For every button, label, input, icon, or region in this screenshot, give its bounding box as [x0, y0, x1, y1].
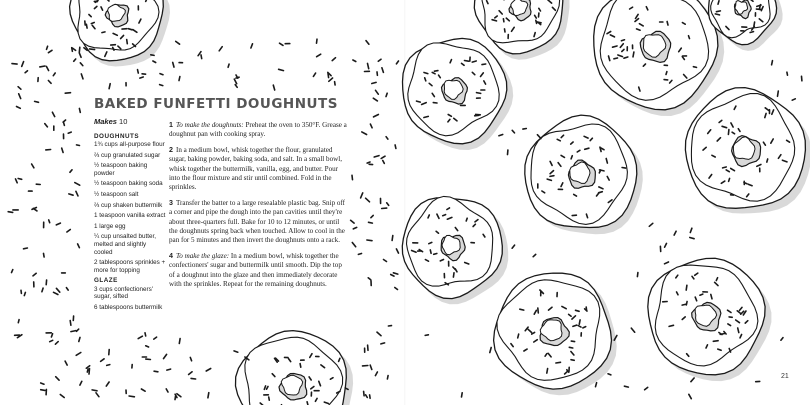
sprinkle: [17, 107, 21, 109]
sprinkle: [387, 376, 388, 380]
sprinkle: [62, 148, 63, 152]
sprinkle: [373, 98, 377, 101]
sprinkle: [693, 67, 696, 68]
step-number: 2: [169, 145, 173, 154]
sprinkle: [376, 90, 379, 94]
sprinkle: [490, 348, 491, 353]
sprinkle: [54, 292, 58, 294]
sprinkle: [754, 22, 755, 26]
step-text: In a medium bowl, whisk together the confectioners' sugar and buttermilk until smooth. Dip the top of a doughnut into the glaze and then immediately decorate with the sprinkles. Repeat for the remaining doughnuts.: [169, 251, 342, 289]
doughnut-drawing: [525, 115, 643, 234]
sprinkle: [154, 337, 157, 339]
sprinkle: [387, 203, 389, 206]
ingredient-item: ½ teaspoon salt: [94, 191, 139, 199]
sprinkle: [128, 29, 132, 30]
sprinkle: [89, 369, 90, 375]
sprinkle: [18, 87, 21, 90]
ingredient-item: ½ teaspoon baking soda: [94, 180, 163, 188]
sprinkle: [176, 41, 180, 44]
sprinkle: [417, 101, 421, 102]
sprinkle: [518, 334, 519, 338]
sprinkle: [317, 54, 321, 57]
sprinkle: [234, 79, 236, 84]
sprinkle: [718, 349, 721, 350]
sprinkle: [65, 93, 70, 94]
sprinkle: [40, 66, 45, 67]
sprinkle: [368, 63, 369, 68]
sprinkle: [77, 329, 79, 331]
sprinkle: [369, 222, 373, 223]
sprinkle: [361, 193, 363, 198]
sprinkle: [665, 262, 669, 264]
recipe-title: BAKED FUNFETTI DOUGHNUTS: [94, 96, 338, 112]
method-step: [169, 252, 349, 290]
sprinkle: [537, 135, 541, 139]
sprinkle: [571, 341, 574, 342]
sprinkle: [571, 156, 572, 159]
sprinkle: [70, 321, 71, 326]
sprinkle: [547, 369, 548, 374]
sprinkle: [453, 273, 454, 277]
sprinkle: [690, 228, 692, 232]
sprinkle: [691, 378, 694, 382]
sprinkle: [127, 40, 128, 44]
sprinkle: [381, 343, 385, 344]
sprinkle: [76, 353, 81, 356]
ingredient-list: [94, 133, 166, 314]
sprinkle: [523, 129, 526, 130]
sprinkle: [600, 170, 605, 171]
sprinkle: [472, 61, 476, 62]
sprinkle: [90, 49, 95, 50]
sprinkle: [141, 389, 145, 391]
sprinkle: [723, 167, 727, 168]
sprinkle: [378, 59, 381, 61]
sprinkle: [556, 362, 561, 363]
sprinkle: [689, 394, 692, 398]
sprinkle: [167, 369, 171, 370]
sprinkle: [358, 254, 361, 255]
sprinkle: [273, 85, 274, 90]
sprinkle: [393, 273, 397, 274]
sprinkle: [700, 294, 703, 295]
sprinkle: [482, 64, 486, 65]
sprinkle: [778, 91, 779, 96]
sprinkle: [537, 22, 541, 23]
sprinkle: [718, 1, 719, 4]
sprinkle: [24, 248, 28, 249]
sprinkle: [335, 82, 336, 85]
ingredient-item: ¼ cup unsalted butter, melted and slightly cooled: [94, 233, 156, 256]
sprinkle: [608, 374, 611, 375]
doughnut-drawing: [402, 196, 508, 304]
sprinkle: [53, 73, 55, 76]
sprinkle: [22, 62, 24, 67]
sprinkle: [505, 29, 506, 32]
sprinkle: [160, 74, 163, 75]
sprinkle: [633, 52, 634, 57]
sprinkle: [175, 396, 176, 399]
sprinkle: [424, 116, 428, 117]
sprinkle: [129, 396, 134, 397]
sprinkle: [179, 339, 180, 344]
sprinkle: [72, 48, 73, 52]
sprinkle: [477, 93, 481, 94]
sprinkle: [686, 302, 687, 305]
sprinkle: [80, 381, 82, 385]
sprinkle: [42, 288, 43, 292]
sprinkle: [41, 383, 44, 384]
sprinkle: [430, 250, 431, 253]
sprinkle: [362, 132, 367, 135]
sprinkle: [353, 60, 356, 62]
sprinkle: [666, 72, 667, 75]
doughnut-drawing: [494, 273, 617, 395]
sprinkle: [160, 85, 163, 86]
sprinkle: [66, 288, 68, 291]
sprinkle: [56, 377, 59, 381]
sprinkle: [596, 383, 597, 387]
sprinkle: [686, 285, 687, 290]
sprinkle: [384, 260, 387, 262]
sprinkle: [189, 372, 193, 375]
sprinkle: [667, 22, 668, 26]
sprinkle: [465, 61, 469, 62]
sprinkle: [381, 156, 385, 158]
doughnut-drawing: [648, 258, 772, 381]
sprinkle: [571, 360, 574, 361]
sprinkle: [396, 61, 398, 64]
sprinkle: [269, 397, 270, 400]
sprinkle: [533, 254, 536, 256]
sprinkle: [154, 371, 158, 372]
doughnut-drawing: [685, 88, 810, 214]
sprinkle: [371, 215, 373, 217]
sprinkle: [792, 99, 795, 100]
sprinkle: [382, 68, 384, 73]
sprinkle: [332, 58, 335, 61]
sprinkle: [300, 364, 301, 368]
sprinkle: [767, 159, 768, 162]
sprinkle: [624, 386, 628, 387]
sprinkle: [637, 273, 638, 277]
sprinkle: [370, 124, 372, 128]
sprinkle: [375, 372, 377, 376]
sprinkle: [279, 69, 284, 70]
sprinkle: [586, 214, 587, 218]
method-step: [169, 121, 349, 140]
sprinkle: [395, 288, 398, 290]
sprinkle: [550, 176, 554, 177]
sprinkle: [665, 243, 667, 247]
ingredient-item: ⅔ cup granulated sugar: [94, 151, 161, 159]
sprinkle: [614, 58, 618, 59]
sprinkle: [18, 320, 19, 323]
sprinkle: [60, 395, 64, 398]
sprinkle: [78, 244, 80, 248]
sprinkle: [374, 156, 379, 157]
sprinkle: [206, 369, 211, 372]
sprinkle: [351, 220, 355, 223]
sprinkle: [92, 390, 97, 391]
sprinkle: [138, 336, 142, 338]
sprinkle: [579, 320, 580, 324]
sprinkle: [45, 124, 48, 127]
sprinkle: [46, 66, 48, 70]
sprinkle: [106, 382, 109, 386]
sprinkle: [173, 62, 174, 67]
sprinkle: [102, 32, 105, 33]
sprinkle: [48, 50, 52, 52]
step-number: 4: [169, 251, 173, 260]
sprinkle: [366, 395, 368, 398]
sprinkle: [71, 331, 76, 332]
sprinkle: [674, 231, 676, 235]
sprinkle: [201, 55, 202, 59]
sprinkle: [689, 36, 690, 39]
sprinkle: [364, 391, 365, 395]
sprinkle: [107, 365, 110, 366]
sprinkle: [64, 122, 65, 125]
sprinkle: [69, 194, 73, 195]
sprinkle: [772, 61, 773, 65]
sprinkle: [386, 93, 387, 96]
step-lead: To make the glaze:: [175, 251, 230, 260]
sprinkle: [251, 44, 253, 48]
sprinkle: [690, 238, 694, 239]
sprinkle: [55, 342, 58, 345]
sprinkle: [44, 253, 45, 257]
sprinkle: [443, 215, 446, 216]
sprinkle: [87, 369, 88, 372]
sprinkle: [366, 198, 370, 202]
sprinkle: [24, 292, 25, 295]
sprinkle: [56, 288, 59, 292]
sprinkle: [138, 70, 139, 74]
sprinkle: [352, 243, 355, 247]
sprinkle: [621, 40, 624, 41]
sprinkle: [166, 389, 168, 392]
sprinkle: [208, 393, 209, 398]
sprinkle: [367, 162, 370, 163]
sprinkle: [425, 78, 426, 81]
sprinkle: [18, 179, 22, 180]
doughnut-drawing: [70, 0, 170, 66]
step-text: Preheat the oven to 350°F. Grease a doughnut pan with cooking spray.: [169, 121, 347, 139]
sprinkle: [317, 39, 318, 43]
sprinkle: [395, 145, 396, 149]
sprinkle: [328, 73, 329, 77]
sprinkle: [81, 74, 83, 79]
ingredient-item: ⅔ cup shaken buttermilk: [94, 201, 163, 209]
doughnut-drawing: [403, 38, 514, 150]
sprinkle: [164, 354, 167, 358]
sprinkle: [140, 77, 143, 78]
glaze-heading: GLAZE: [94, 277, 118, 285]
sprinkle: [466, 218, 467, 221]
sprinkle: [383, 160, 385, 163]
yield-value: 10: [119, 117, 128, 126]
yield-label: Makes: [94, 117, 117, 126]
step-number: 3: [169, 198, 173, 207]
sprinkle: [228, 64, 229, 67]
sprinkle: [50, 340, 53, 341]
ingredient-item: 6 tablespoons buttermilk: [94, 303, 163, 311]
sprinkle: [669, 325, 673, 326]
sprinkle: [391, 275, 394, 277]
sprinkle: [462, 393, 463, 397]
sprinkle: [716, 11, 720, 12]
sprinkle: [512, 130, 514, 133]
sprinkle: [74, 59, 76, 61]
sprinkle: [729, 178, 730, 181]
sprinkle: [499, 135, 503, 136]
method-step: [169, 199, 349, 246]
sprinkle: [353, 227, 356, 229]
sprinkle: [33, 273, 36, 276]
sprinkle: [370, 365, 372, 369]
step-text: Transfer the batter to a large resealable plastic bag. Snip off a corner and pipe the dough into the pan cavities until they're about three-quarters full. Bake for 10 to 12 minutes, or until the doughnuts spring back when touched. Allow to cool in the pan for 5 minutes and then invert the doughnuts onto a rack.: [169, 198, 346, 245]
ingredient-item: ½ teaspoon baking powder: [94, 162, 148, 177]
sprinkle: [738, 328, 739, 333]
sprinkle: [76, 191, 78, 196]
page-number: 21: [781, 373, 789, 380]
step-text: In a medium bowl, whisk together the flour, granulated sugar, baking powder, baking soda, and salt. In a small bowl, whisk together the buttermilk, vanilla, egg, and butter. Pour into the flour mixture and stir until combined. Fold in the sprinkles.: [169, 145, 342, 192]
page-gutter: [404, 0, 406, 405]
sprinkle: [475, 115, 479, 116]
method-step: [169, 146, 349, 193]
sprinkle: [280, 43, 284, 45]
sprinkle: [32, 164, 34, 168]
sprinkle: [19, 94, 21, 99]
sprinkle: [520, 309, 524, 310]
sprinkle: [86, 24, 87, 28]
sprinkle: [12, 270, 13, 273]
sprinkle: [569, 347, 573, 348]
sprinkle: [750, 32, 753, 33]
sprinkle: [47, 46, 48, 49]
sprinkle: [153, 61, 156, 63]
sprinkle: [75, 183, 80, 186]
sprinkle: [101, 359, 105, 362]
sprinkle: [728, 130, 729, 135]
sprinkle: [645, 387, 648, 389]
sprinkle: [377, 332, 381, 336]
sprinkle: [352, 175, 353, 179]
sprinkle: [372, 82, 376, 83]
sprinkle: [48, 81, 51, 84]
method-steps: [169, 121, 349, 296]
sprinkle: [179, 77, 180, 81]
sprinkle: [8, 212, 13, 213]
sprinkle: [79, 337, 80, 341]
sprinkle: [631, 328, 634, 332]
sprinkle: [79, 47, 80, 52]
sprinkle: [576, 310, 580, 311]
sprinkle: [374, 115, 379, 117]
sprinkle: [512, 245, 515, 248]
sprinkle: [503, 19, 504, 22]
sprinkle: [77, 145, 80, 146]
sprinkle: [56, 223, 60, 225]
sprinkle: [65, 361, 67, 365]
sprinkle: [16, 179, 18, 183]
sprinkle: [744, 183, 747, 184]
sprinkle: [67, 230, 70, 233]
sprinkle: [219, 47, 222, 51]
sprinkle: [35, 101, 39, 102]
sprinkle: [25, 71, 27, 73]
ingredient-item: 1 teaspoon vanilla extract: [94, 212, 166, 220]
sprinkle: [79, 53, 81, 57]
sprinkle: [585, 148, 589, 149]
ingredient-item: 1¾ cups all-purpose flour: [94, 141, 165, 149]
sprinkle: [177, 394, 181, 397]
step-number: 1: [169, 121, 173, 129]
sprinkle: [715, 14, 719, 15]
sprinkle: [190, 357, 191, 360]
sprinkle: [329, 78, 333, 81]
sprinkle: [80, 63, 83, 66]
sprinkle: [538, 308, 539, 313]
sprinkle: [235, 85, 237, 88]
sprinkle: [145, 333, 146, 336]
sprinkle: [109, 84, 110, 89]
ingredient-item: 3 cups confectioners' sugar, sifted: [94, 285, 153, 301]
sprinkle: [392, 236, 393, 241]
doughnut-drawing: [594, 0, 725, 116]
sprinkle: [52, 112, 54, 116]
sprinkle: [396, 249, 398, 253]
sprinkle: [434, 71, 438, 72]
sprinkle: [96, 393, 99, 397]
sprinkle: [425, 335, 428, 336]
sprinkle: [41, 390, 45, 391]
sprinkle: [313, 73, 315, 76]
sprinkle: [622, 168, 626, 169]
yield-line: [94, 117, 127, 126]
sprinkle: [79, 108, 80, 112]
step-lead: To make the doughnuts:: [175, 121, 244, 129]
sprinkle: [51, 334, 52, 337]
sprinkle: [70, 170, 72, 173]
doughnut-drawing: [236, 331, 354, 405]
sprinkle: [191, 378, 196, 379]
sprinkle: [49, 220, 50, 223]
doughnuts-heading: DOUGHNUTS: [94, 133, 140, 140]
sprinkle: [649, 223, 653, 226]
sprinkle: [91, 23, 94, 24]
sprinkle: [151, 55, 154, 56]
sprinkle: [787, 72, 788, 75]
sprinkle: [68, 132, 71, 133]
sprinkle: [234, 351, 238, 352]
sprinkle: [367, 240, 372, 241]
sprinkle: [386, 137, 388, 139]
sprinkle: [424, 73, 428, 74]
ingredient-item: 1 large egg: [94, 222, 126, 230]
sprinkle: [368, 278, 371, 280]
sprinkle: [146, 346, 149, 347]
sprinkle: [366, 41, 369, 45]
sprinkle: [713, 341, 718, 342]
sprinkle: [434, 254, 437, 255]
sprinkle: [12, 64, 17, 65]
sprinkle: [370, 395, 371, 398]
ingredient-item: 2 tablespoons sprinkles + more for topping: [94, 259, 166, 274]
sprinkle: [781, 338, 783, 341]
